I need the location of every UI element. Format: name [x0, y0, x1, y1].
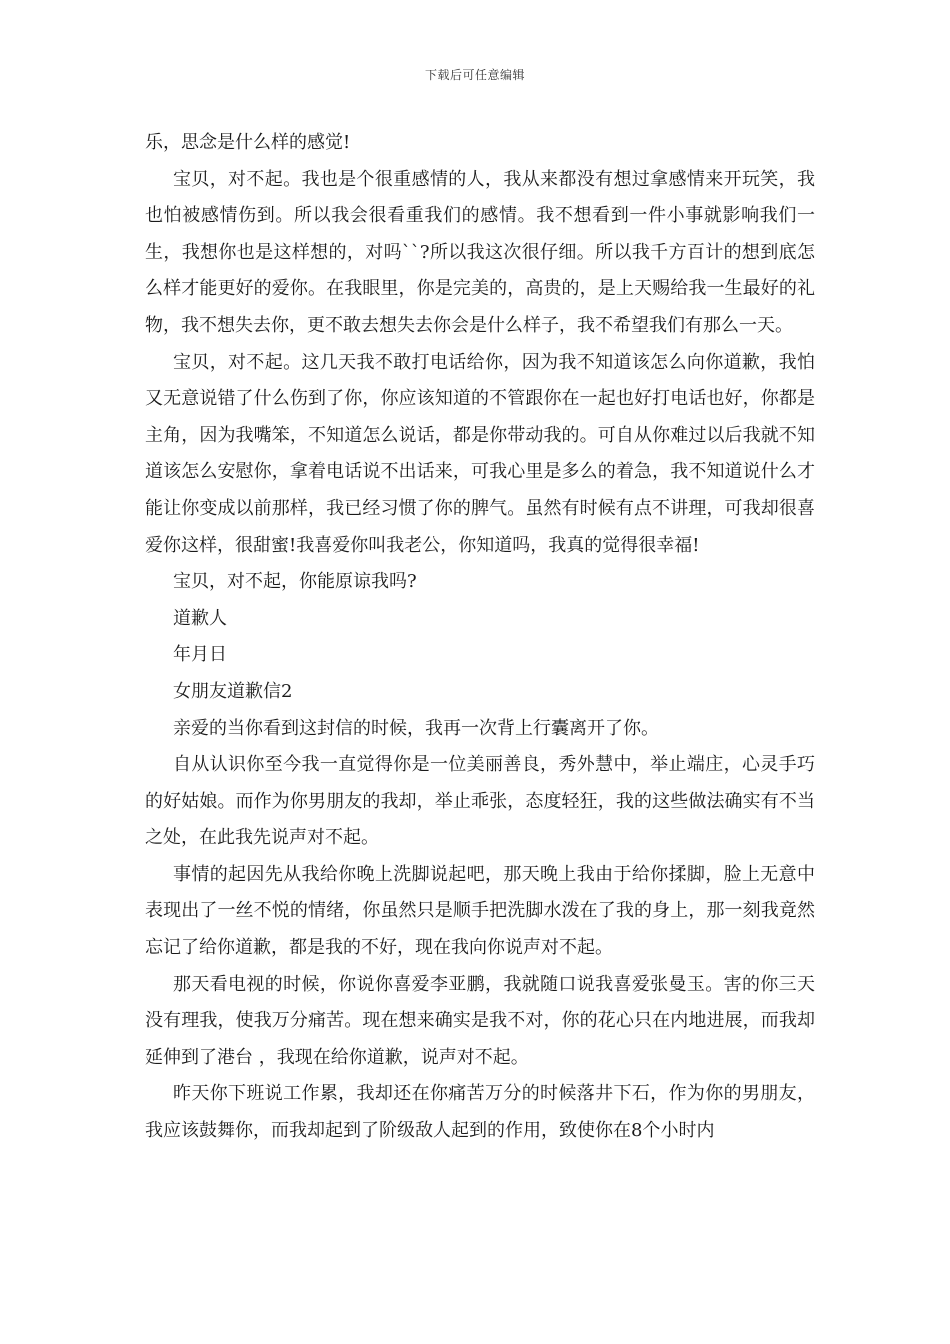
paragraph: 那天看电视的时候，你说你喜爱李亚鹏，我就随口说我喜爱张曼玉。害的你三天没有理我，使我万分痛苦。现在想来确实是我不对，你的花心只在内地进展，而我却延伸到了港台 ，我现在给你道歉，说声对不起。 [145, 973, 815, 1068]
paragraph: 事情的起因先从我给你晚上洗脚说起吧，那天晚上我由于给你揉脚，脸上无意中表现出了一丝不悦的情绪，你虽然只是顺手把洗脚水泼在了我的身上，那一刻我竟然忘记了给你道歉，都是我的不好，现在我向你说声对不起。 [145, 863, 815, 959]
date-label: 年月日 [173, 644, 227, 666]
paragraph: 昨天你下班说工作累，我却还在你痛苦万分的时候落井下石，作为你的男朋友，我应该鼓舞你，而我却起到了阶级敌人起到的作用，致使你在8个小时内 [145, 1083, 815, 1142]
paragraph: 宝贝，对不起。我也是个很重感情的人，我从来都没有想过拿感情来开玩笑，我也怕被感情伤到。所以我会很看重我们的感情。我不想看到一件小事就影响我们一生，我想你也是这样想的，对吗``?所以我这次很仔细。所以我千方百计的想到底怎么样才能更好的爱你。在我眼里，你是完美的，高贵的，是上天赐给我一生最好的礼物，我不想失去你，更不敢去想失去你会是什么样子，我不希望我们有那么一天。 [145, 168, 815, 336]
paragraph-continuation: 乐，思念是什么样的感觉! [145, 132, 351, 153]
paragraph: 自从认识你至今我一直觉得你是一位美丽善良，秀外慧中，举止端庄，心灵手巧的好姑娘。而作为你男朋友的我却，举止乖张，态度轻狂，我的这些做法确实有不当之处，在此我先说声对不起。 [145, 754, 815, 849]
page-header: 下载后可任意编辑 [424, 68, 525, 82]
letter-body [145, 125, 815, 1150]
section-title: 女朋友道歉信2 [173, 680, 293, 702]
paragraph: 宝贝，对不起。这几天我不敢打电话给你，因为我不知道该怎么向你道歉，我怕又无意说错了什么伤到了你，你应该知道的不管跟你在一起也好打电话也好，你都是主角，因为我嘴笨，不知道怎么说话，都是你带动我的。可自从你难过以后我就不知道该怎么安慰你，拿着电话说不出话来，可我心里是多么的着急，我不知道说什么才能让你变成以前那样，我已经习惯了你的脾气。虽然有时候有点不讲理，可我却很喜爱你这样，很甜蜜!我喜爱你叫我老公，你知道吗，我真的觉得很幸福! [145, 351, 815, 556]
signature-label: 道歉人 [173, 607, 227, 629]
paragraph: 亲爱的当你看到这封信的时候，我再一次背上行囊离开了你。 [173, 717, 659, 739]
paragraph: 宝贝，对不起，你能原谅我吗? [173, 571, 417, 593]
